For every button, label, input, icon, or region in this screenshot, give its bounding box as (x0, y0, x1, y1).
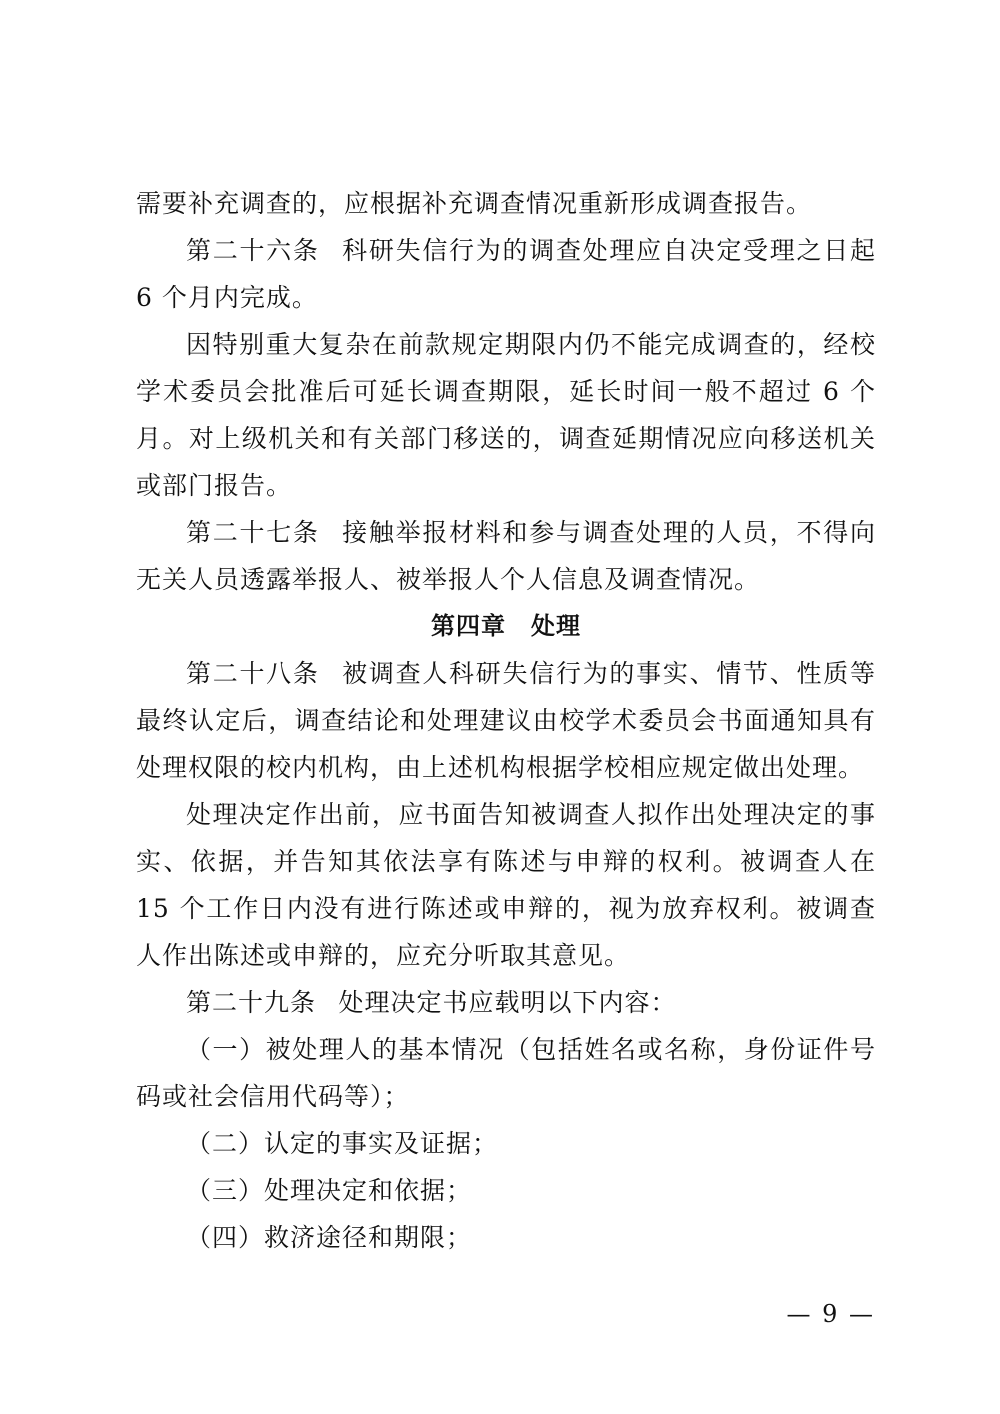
paragraph-6 (136, 791, 876, 979)
paragraph-3 (136, 321, 876, 509)
list-item-3 (136, 1167, 876, 1214)
list-item-2 (136, 1120, 876, 1167)
article-label: 第二十七条 (186, 518, 320, 547)
chapter-title: 第四章 处理 (431, 612, 581, 640)
paragraph-text: 被调查人科研失信行为的事实、情节、性质等最终认定后，调查结论和处理建议由校学术委员会书面通知具有处理权限的校内机构，由上述机构根据学校相应规定做出处理。 (136, 659, 876, 782)
paragraph-text: 接触举报材料和参与调查处理的人员，不得向无关人员透露举报人、被举报人个人信息及调查情况。 (136, 518, 876, 594)
paragraph-text: （四）救济途径和期限； (186, 1223, 473, 1252)
paragraph-text: （三）处理决定和依据； (186, 1176, 473, 1205)
list-item-4 (136, 1214, 876, 1261)
list-item-1 (136, 1026, 876, 1120)
paragraph-text: （二）认定的事实及证据； (186, 1129, 499, 1158)
article-29 (136, 979, 876, 1026)
paragraph-text: 处理决定书应载明以下内容： (338, 988, 677, 1017)
article-label: 第二十九条 (186, 988, 317, 1017)
article-26 (136, 227, 876, 321)
paragraph-text: （一）被处理人的基本情况（包括姓名或名称，身份证件号码或社会信用代码等）； (136, 1035, 876, 1111)
page-number: — 9 — (786, 1300, 875, 1328)
paragraph-text: 因特别重大复杂在前款规定期限内仍不能完成调查的，经校学术委员会批准后可延长调查期限，延长时间一般不超过 6 个月。对上级机关和有关部门移送的，调查延期情况应向移送机关或部门报告。 (136, 330, 876, 500)
body-text (136, 180, 876, 1261)
paragraph-text: 需要补充调查的，应根据补充调查情况重新形成调查报告。 (136, 189, 813, 218)
article-27 (136, 509, 876, 603)
paragraph-text: 科研失信行为的调查处理应自决定受理之日起 6 个月内完成。 (136, 236, 876, 312)
article-label: 第二十八条 (186, 659, 320, 688)
article-label: 第二十六条 (186, 236, 320, 265)
article-28 (136, 650, 876, 791)
paragraph-1 (136, 180, 876, 227)
paragraph-text: 处理决定作出前，应书面告知被调查人拟作出处理决定的事实、依据，并告知其依法享有陈述与申辩的权利。被调查人在 15 个工作日内没有进行陈述或申辩的，视为放弃权利。被调查人作出陈述或申辩的，应充分听取其意见。 (136, 800, 876, 970)
